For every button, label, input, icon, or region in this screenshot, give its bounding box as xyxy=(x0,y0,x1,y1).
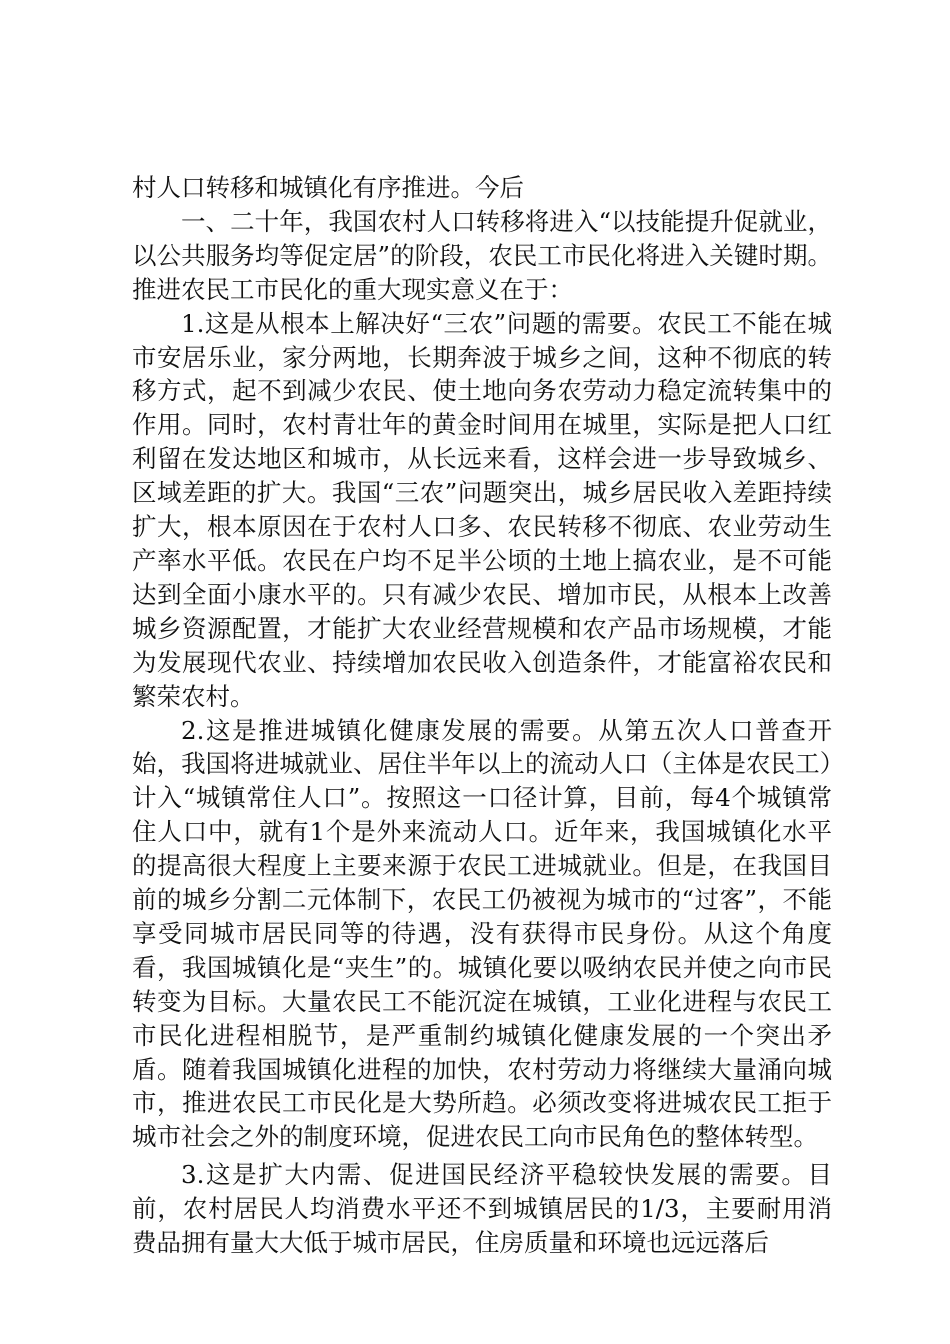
document-body xyxy=(132,171,832,1260)
paragraph-point-2: 2.这是推进城镇化健康发展的需要。从第五次人口普查开始，我国将进城就业、居住半年以上的流动人口（主体是农民工）计入“城镇常住人口”。按照这一口径计算，目前，每4个城镇常住人口中，就有1个是外来流动人口。近年来，我国城镇化水平的提高很大程度上主要来源于农民工进城就业。但是，在我国目前的城乡分割二元体制下，农民工仍被视为城市的“过客”，不能享受同城市居民同等的待遇，没有获得市民身份。从这个角度看，我国城镇化是“夹生”的。城镇化要以吸纳农民并使之向市民转变为目标。大量农民工不能沉淀在城镇，工业化进程与农民工市民化进程相脱节，是严重制约城镇化健康发展的一个突出矛盾。随着我国城镇化进程的加快，农村劳动力将继续大量涌向城市，推进农民工市民化是大势所趋。必须改变将进城农民工拒于城市社会之外的制度环境，促进农民工向市民角色的整体转型。 xyxy=(132,715,832,1152)
paragraph-point-1: 1.这是从根本上解决好“三农”问题的需要。农民工不能在城市安居乐业，家分两地，长期奔波于城乡之间，这种不彻底的转移方式，起不到减少农民、使土地向务农劳动力稳定流转集中的作用。同时，农村青壮年的黄金时间用在城里，实际是把人口红利留在发达地区和城市，从长远来看，这样会进一步导致城乡、区域差距的扩大。我国“三农”问题突出，城乡居民收入差距持续扩大，根本原因在于农村人口多、农民转移不彻底、农业劳动生产率水平低。农民在户均不足半公顷的土地上搞农业，是不可能达到全面小康水平的。只有减少农民、增加市民，从根本上改善城乡资源配置，才能扩大农业经营规模和农产品市场规模，才能为发展现代农业、持续增加农民收入创造条件，才能富裕农民和繁荣农村。 xyxy=(132,308,832,711)
paragraph-continuation: 村人口转移和城镇化有序推进。今后 xyxy=(132,173,524,202)
paragraph-intro: 一、二十年，我国农村人口转移将进入“以技能提升促就业，以公共服务均等促定居”的阶段，农民工市民化将进入关键时期。推进农民工市民化的重大现实意义在于： xyxy=(132,206,832,304)
paragraph-point-3: 3.这是扩大内需、促进国民经济平稳较快发展的需要。目前，农村居民人均消费水平还不到城镇居民的1/3，主要耐用消费品拥有量大大低于城市居民，住房质量和环境也远远落后 xyxy=(132,1160,832,1258)
